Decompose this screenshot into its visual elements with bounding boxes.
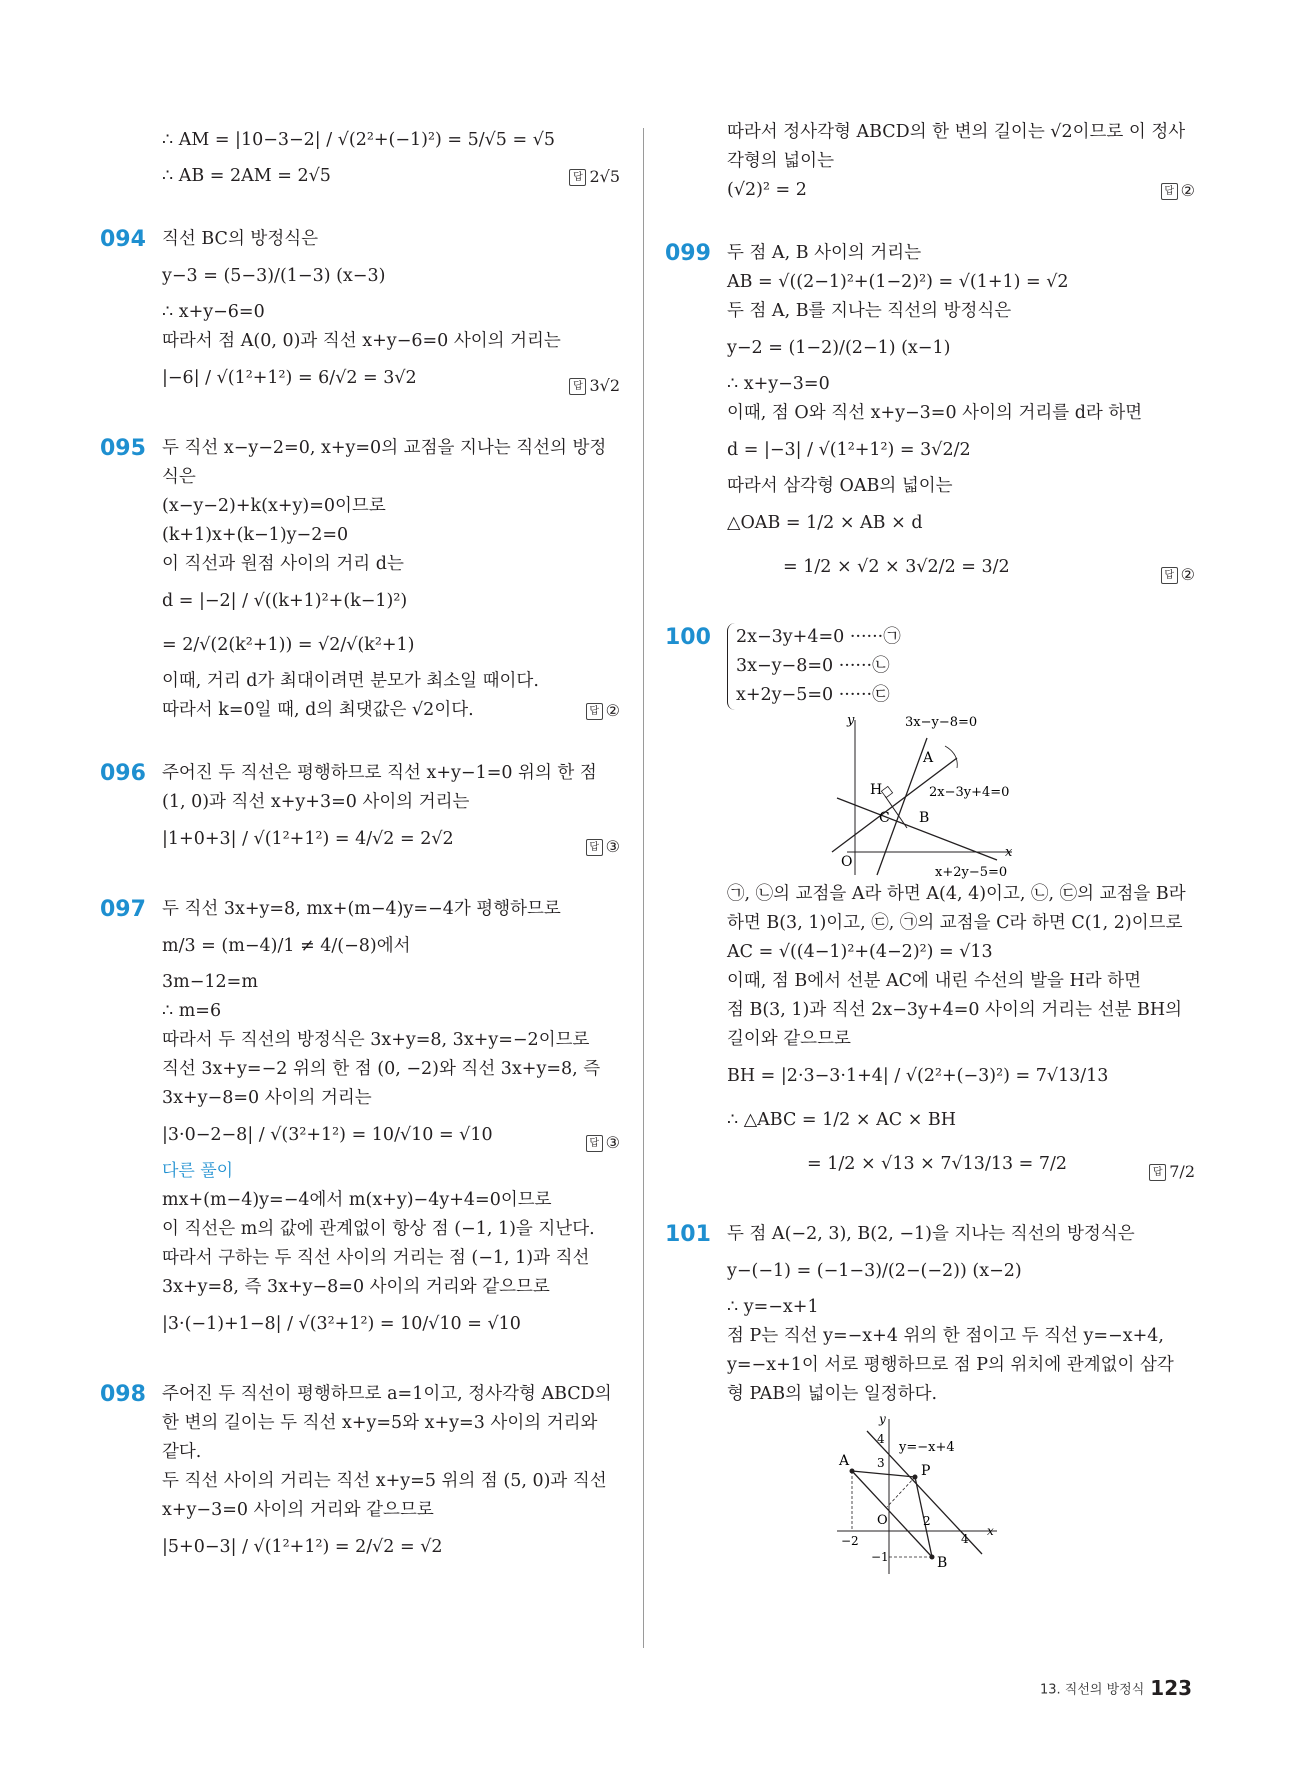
problem-097 [100, 895, 620, 1346]
tick-label: −2 [841, 1534, 859, 1548]
answer-badge-icon: 답 [586, 703, 603, 720]
point-b [930, 1555, 935, 1560]
solution-line: 형 PAB의 넓이는 일정하다. [727, 1384, 938, 1404]
answer-mark: 답 ③ [586, 1128, 620, 1157]
solution-line: = 1/2 × √2 × 3√2/2 = 3/2 [783, 557, 1010, 577]
solution-line: ㉠, ㉡의 교점을 A라 하면 A(4, 4)이고, ㉡, ㉢의 교점을 B라 [727, 884, 1186, 904]
graph-label: 3x−y−8=0 [905, 715, 978, 730]
solution-line: y−3 = (5−3)/(1−3) (x−3) [162, 266, 386, 286]
triangle-pab-graph [727, 1409, 1195, 1579]
solution-line: y−(−1) = (−1−3)/(2−(−2)) (x−2) [727, 1261, 1022, 1281]
triangle-abc-graph [727, 710, 1195, 880]
solution-line: 직선 3x+y=−2 위의 한 점 (0, −2)와 직선 3x+y=8, 즉 [162, 1059, 601, 1079]
solution-line: y=−x+1이 서로 평행하므로 점 P의 위치에 관계없이 삼각 [727, 1355, 1174, 1375]
solution-line: (1, 0)과 직선 x+y+3=0 사이의 거리는 [162, 792, 470, 812]
left-column [100, 118, 620, 1569]
solution-line: 같다. [162, 1442, 202, 1462]
solution-line: 이때, 점 O와 직선 x+y−3=0 사이의 거리를 d라 하면 [727, 403, 1143, 423]
solution-line: 주어진 두 직선은 평행하므로 직선 x+y−1=0 위의 한 점 [162, 763, 597, 783]
answer-mark: 답 2√5 [569, 162, 620, 191]
point-label: H [870, 782, 883, 798]
solution-line: 3m−12=m [162, 972, 258, 992]
solution-line: 각형의 넓이는 [727, 151, 834, 171]
answer-badge-icon: 답 [586, 1135, 603, 1152]
origin-label: O [877, 1513, 888, 1528]
solution-line: 직선 BC의 방정식은 [162, 229, 319, 249]
label-arrow-icon [945, 746, 957, 768]
solution-line: 따라서 두 직선의 방정식은 3x+y=8, 3x+y=−2이므로 [162, 1030, 590, 1050]
solution-line: (x−y−2)+k(x+y)=0이므로 [162, 496, 386, 516]
solution-line: 이때, 점 B에서 선분 AC에 내린 수선의 발을 H라 하면 [727, 971, 1142, 991]
solution-line: = 2/√(2(k²+1)) = √2/√(k²+1) [162, 635, 415, 655]
solution-line: BH = |2·3−3·1+4| / √(2²+(−3)²) = 7√13/13 [727, 1066, 1109, 1086]
system-equation: x+2y−5=0 ······㉢ [736, 685, 890, 705]
solution-line: 3x+y−8=0 사이의 거리는 [162, 1088, 372, 1108]
solution-line: = 1/2 × √13 × 7√13/13 = 7/2 [807, 1154, 1068, 1174]
solution-line: 하면 B(3, 1)이고, ㉢, ㉠의 교점을 C라 하면 C(1, 2)이므로 [727, 913, 1183, 933]
point-label: A [839, 1453, 850, 1469]
x-axis-label: x [1005, 845, 1013, 860]
answer-mark: 답 ② [1161, 176, 1195, 205]
problem-number: 099 [665, 241, 711, 266]
solution-line: 따라서 삼각형 OAB의 넓이는 [727, 476, 953, 496]
solution-line: ∴ y=−x+1 [727, 1297, 819, 1317]
point-p [913, 1475, 918, 1480]
answer-mark: 답 ② [586, 696, 620, 725]
point-label: A [923, 750, 934, 766]
tick-label: −1 [871, 1550, 889, 1564]
problem-number: 097 [100, 897, 146, 922]
problem-099 [665, 239, 1195, 589]
solution-line: d = |−3| / √(1²+1²) = 3√2/2 [727, 440, 971, 460]
solution-line: 이때, 거리 d가 최대이려면 분모가 최소일 때이다. [162, 671, 539, 691]
answer-mark: 답 3√2 [569, 371, 620, 400]
answer-badge-icon: 답 [1149, 1164, 1166, 1181]
solution-line: 따라서 점 A(0, 0)과 직선 x+y−6=0 사이의 거리는 [162, 331, 561, 351]
system-equation: 3x−y−8=0 ······㉡ [736, 656, 890, 676]
answer-badge-icon: 답 [586, 839, 603, 856]
solution-line: 두 점 A, B를 지나는 직선의 방정식은 [727, 301, 1012, 321]
solution-line: △OAB = 1/2 × AB × d [727, 513, 923, 533]
solution-line: |1+0+3| / √(1²+1²) = 4/√2 = 2√2 [162, 829, 454, 849]
solution-line: |−6| / √(1²+1²) = 6/√2 = 3√2 [162, 368, 417, 388]
solution-line: 3x+y=8, 즉 3x+y−8=0 사이의 거리와 같으므로 [162, 1277, 550, 1297]
answer-badge-icon: 답 [569, 169, 586, 186]
solution-line: 점 P는 직선 y=−x+4 위의 한 점이고 두 직선 y=−x+4, [727, 1326, 1164, 1346]
problem-094 [100, 225, 620, 400]
line-x+2y-5 [837, 798, 997, 860]
answer-badge-icon: 답 [1161, 567, 1178, 584]
alternative-solution-title: 다른 풀이 [162, 1161, 234, 1181]
problem-number: 095 [100, 436, 146, 461]
x-axis-label: x [987, 1524, 994, 1538]
solution-line: ∴ AB = 2AM = 2√5 [162, 166, 331, 186]
point-a [850, 1469, 855, 1474]
point-label: P [921, 1463, 931, 1479]
solution-line: m/3 = (m−4)/1 ≠ 4/(−8)에서 [162, 936, 411, 956]
line-ab [852, 1471, 932, 1557]
page-number: 123 [1150, 1676, 1193, 1700]
problem-093-continuation [100, 118, 620, 191]
problem-number: 094 [100, 227, 146, 252]
graph-label: y=−x+4 [899, 1440, 955, 1455]
solution-line: 두 직선 3x+y=8, mx+(m−4)y=−4가 평행하므로 [162, 899, 561, 919]
problem-098 [100, 1380, 620, 1569]
chapter-title: 13. 직선의 방정식 [1040, 1682, 1145, 1698]
problem-number: 098 [100, 1382, 146, 1407]
solution-line: 두 직선 사이의 거리는 직선 x+y=5 위의 점 (5, 0)과 직선 [162, 1471, 607, 1491]
solution-line: 두 직선 x−y−2=0, x+y=0의 교점을 지나는 직선의 방정 [162, 438, 607, 458]
right-column [665, 118, 1195, 1579]
equation-system [727, 623, 1195, 710]
answer-badge-icon: 답 [1161, 183, 1178, 200]
solution-line: 따라서 구하는 두 직선 사이의 거리는 점 (−1, 1)과 직선 [162, 1248, 590, 1268]
answer-mark: 답 ③ [586, 832, 620, 861]
y-axis-label: y [847, 713, 855, 728]
solution-line: ∴ △ABC = 1/2 × AC × BH [727, 1110, 957, 1130]
tick-label: 4 [877, 1432, 885, 1446]
solution-line: ∴ AM = |10−3−2| / √(2²+(−1)²) = 5/√5 = √5 [162, 130, 555, 150]
tick-label: 4 [961, 1532, 969, 1546]
graph-label: 2x−3y+4=0 [929, 785, 1010, 800]
page-footer [1040, 1676, 1192, 1700]
right-angle-mark [881, 786, 892, 797]
solution-line: 따라서 정사각형 ABCD의 한 변의 길이는 √2이므로 이 정사 [727, 122, 1186, 142]
solution-line: AC = √((4−1)²+(4−2)²) = √13 [727, 942, 993, 962]
solution-line: 길이와 같으므로 [727, 1029, 851, 1049]
solution-line: 두 점 A(−2, 3), B(2, −1)을 지나는 직선의 방정식은 [727, 1224, 1135, 1244]
answer-badge-icon: 답 [569, 378, 586, 395]
problem-number: 096 [100, 761, 146, 786]
origin-label: O [841, 854, 853, 870]
solution-line: 주어진 두 직선이 평행하므로 a=1이고, 정사각형 ABCD의 [162, 1384, 612, 1404]
problem-101 [665, 1220, 1195, 1579]
solution-line: 점 B(3, 1)과 직선 2x−3y+4=0 사이의 거리는 선분 BH의 [727, 1000, 1183, 1020]
tick-label: 2 [923, 1514, 931, 1528]
solution-line: AB = √((2−1)²+(1−2)²) = √(1+1) = √2 [727, 272, 1069, 292]
point-label: B [919, 810, 930, 826]
solution-line: (k+1)x+(k−1)y−2=0 [162, 525, 349, 545]
column-divider [643, 128, 644, 1648]
line-3x-y-8 [877, 738, 930, 875]
solution-line: 이 직선과 원점 사이의 거리 d는 [162, 554, 404, 574]
solution-line: (√2)² = 2 [727, 180, 807, 200]
solution-line: ∴ m=6 [162, 1001, 222, 1021]
system-equation: 2x−3y+4=0 ······㉠ [736, 627, 901, 647]
problem-096 [100, 759, 620, 861]
problem-098-continuation [665, 118, 1195, 205]
solution-line: 한 변의 길이는 두 직선 x+y=5와 x+y=3 사이의 거리와 [162, 1413, 598, 1433]
y-axis-label: y [879, 1412, 886, 1426]
solution-line: 두 점 A, B 사이의 거리는 [727, 243, 922, 263]
point-label: C [879, 810, 890, 826]
problem-095 [100, 434, 620, 725]
solution-line: ∴ x+y−3=0 [727, 374, 830, 394]
tick-label: 3 [877, 1456, 885, 1470]
problem-number: 100 [665, 625, 711, 650]
solution-line: |3·(−1)+1−8| / √(3²+1²) = 10/√10 = √10 [162, 1314, 521, 1334]
solution-line: |5+0−3| / √(1²+1²) = 2/√2 = √2 [162, 1537, 443, 1557]
height-dashed [887, 1477, 915, 1507]
answer-mark: 답 ② [1161, 560, 1195, 589]
graph-label: x+2y−5=0 [935, 865, 1008, 880]
solution-line: d = |−2| / √((k+1)²+(k−1)²) [162, 591, 408, 611]
solution-line: mx+(m−4)y=−4에서 m(x+y)−4y+4=0이므로 [162, 1190, 552, 1210]
solution-line: |3·0−2−8| / √(3²+1²) = 10/√10 = √10 [162, 1125, 493, 1145]
solution-line: y−2 = (1−2)/(2−1) (x−1) [727, 338, 951, 358]
answer-mark: 답 7/2 [1149, 1157, 1195, 1186]
solution-line: 이 직선은 m의 값에 관계없이 항상 점 (−1, 1)을 지난다. [162, 1219, 595, 1239]
solution-line: x+y−3=0 사이의 거리와 같으므로 [162, 1500, 434, 1520]
solution-line: 따라서 k=0일 때, d의 최댓값은 √2이다. [162, 700, 474, 720]
point-label: B [937, 1555, 948, 1571]
solution-line: 식은 [162, 467, 196, 487]
problem-number: 101 [665, 1222, 711, 1247]
problem-100 [665, 623, 1195, 1186]
solution-line: ∴ x+y−6=0 [162, 302, 265, 322]
